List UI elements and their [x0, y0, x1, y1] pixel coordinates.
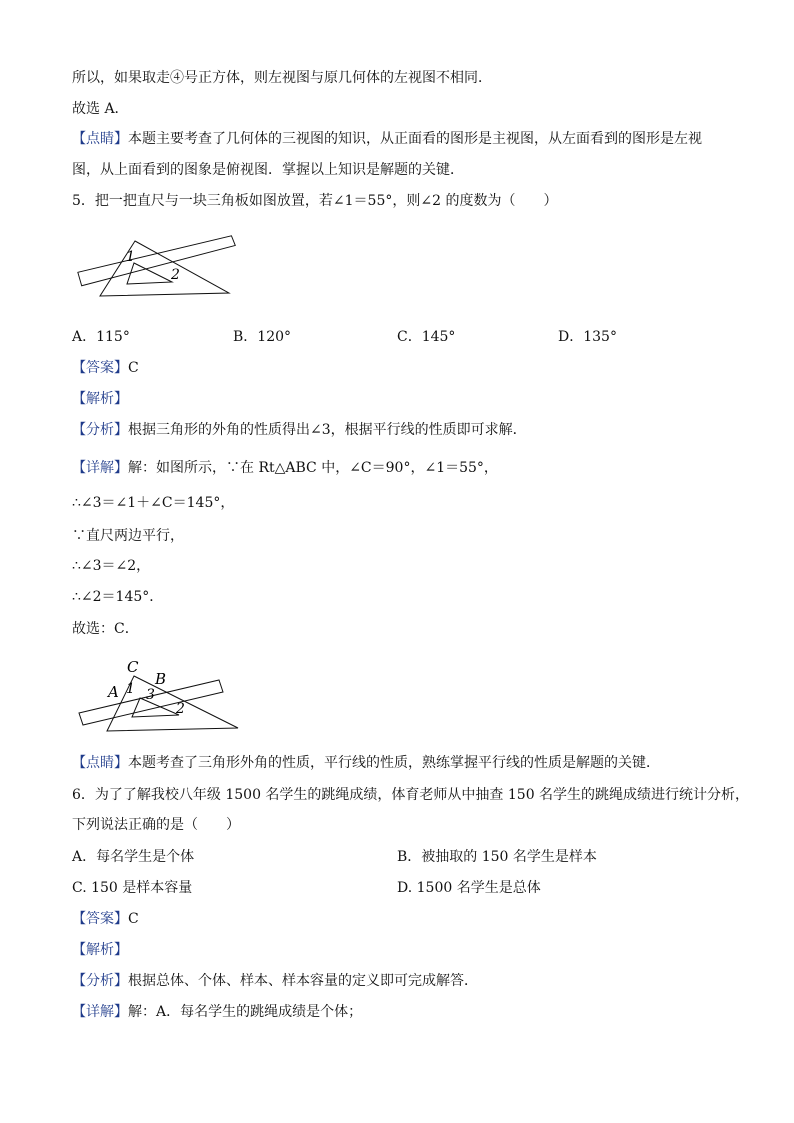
q6-answer	[72, 909, 139, 929]
prev-note-line1	[72, 129, 702, 149]
note-text: 本题主要考查了几何体的三视图的知识，从正面看的图形是主视图，从左面看到的图形是左视	[128, 131, 702, 147]
q5-option-b: B．120°	[233, 329, 292, 345]
fig2-label-1: 1	[126, 681, 135, 697]
q5-analysis-tag	[72, 389, 128, 409]
fig2-label-3: 3	[146, 687, 155, 703]
q5-answer	[72, 358, 139, 378]
prev-conclusion: 所以，如果取走④号正方体，则左视图与原几何体的左视图不相同．	[72, 70, 492, 86]
q5-solution-figure	[76, 655, 244, 735]
outer-triangle	[100, 241, 229, 296]
answer-value: C	[128, 360, 139, 376]
fenxi-text: 根据三角形的外角的性质得出∠3，根据平行线的性质即可求解．	[128, 422, 527, 438]
fig2-label-b: B	[155, 670, 167, 688]
note-tag: 【点睛】	[72, 131, 128, 147]
answer-value: C	[128, 911, 139, 927]
analysis-tag: 【解析】	[72, 942, 128, 958]
analysis-tag: 【解析】	[72, 391, 128, 407]
answer-tag: 【答案】	[72, 360, 128, 376]
step-1: 解：A．每名学生的跳绳成绩是个体；	[128, 1004, 363, 1020]
ruler-shape	[78, 236, 235, 286]
q5-option-d: D．135°	[558, 329, 617, 345]
q6-stem-line1: 6．为了了解我校八年级 1500 名学生的跳绳成绩，体育老师从中抽查 150 名学生的跳绳成绩进行统计分析，	[72, 787, 750, 803]
fig2-label-a: A	[108, 683, 119, 701]
q5-fenxi	[72, 420, 527, 440]
prev-choice: 故选 A．	[72, 101, 129, 117]
answer-tag: 【答案】	[72, 911, 128, 927]
step-1: 解：如图所示，∵在 Rt△ABC 中，∠C＝90°，∠1＝55°，	[128, 460, 498, 476]
prev-note-line2: 图，从上面看到的图象是俯视图．掌握以上知识是解题的关键．	[72, 162, 464, 178]
fig2-label-2: 2	[176, 701, 185, 717]
q5-option-c: C．145°	[397, 329, 456, 345]
step-5: ∴∠2＝145°．	[72, 589, 164, 605]
q5-detail-line1	[72, 458, 498, 478]
fenxi-text: 根据总体、个体、样本、样本容量的定义即可完成解答．	[128, 973, 478, 989]
q6-option-c: C. 150 是样本容量	[72, 880, 193, 896]
xiangjie-tag: 【详解】	[72, 460, 128, 476]
fenxi-tag: 【分析】	[72, 422, 128, 438]
fig1-label-1: 1	[126, 249, 135, 265]
q5-option-a: A．115°	[72, 329, 130, 345]
q6-stem-line2: 下列说法正确的是（ ）	[72, 817, 240, 833]
step-3: ∵直尺两边平行，	[72, 528, 184, 544]
q6-option-b: B．被抽取的 150 名学生是样本	[397, 849, 597, 865]
note-text: 本题考查了三角形外角的性质，平行线的性质，熟练掌握平行线的性质是解题的关键．	[128, 755, 660, 771]
step-6: 故选：C．	[72, 621, 139, 637]
step-2: ∴∠3＝∠1＋∠C＝145°，	[72, 495, 235, 511]
q6-option-d: D. 1500 名学生是总体	[397, 880, 541, 896]
fig1-label-2: 2	[171, 267, 180, 283]
inner-triangle	[127, 263, 172, 284]
q6-option-a: A．每名学生是个体	[72, 849, 195, 865]
q5-note	[72, 753, 660, 773]
xiangjie-tag: 【详解】	[72, 1004, 128, 1020]
fig2-label-c: C	[127, 658, 139, 676]
q6-detail-line1	[72, 1002, 362, 1022]
q6-fenxi	[72, 971, 478, 991]
fenxi-tag: 【分析】	[72, 973, 128, 989]
step-4: ∴∠3＝∠2，	[72, 558, 151, 574]
q6-analysis-tag	[72, 940, 128, 960]
q5-stem: 5．把一把直尺与一块三角板如图放置，若∠1＝55°，则∠2 的度数为（ ）	[72, 193, 558, 209]
note-tag: 【点睛】	[72, 755, 128, 771]
q5-figure	[76, 232, 236, 300]
